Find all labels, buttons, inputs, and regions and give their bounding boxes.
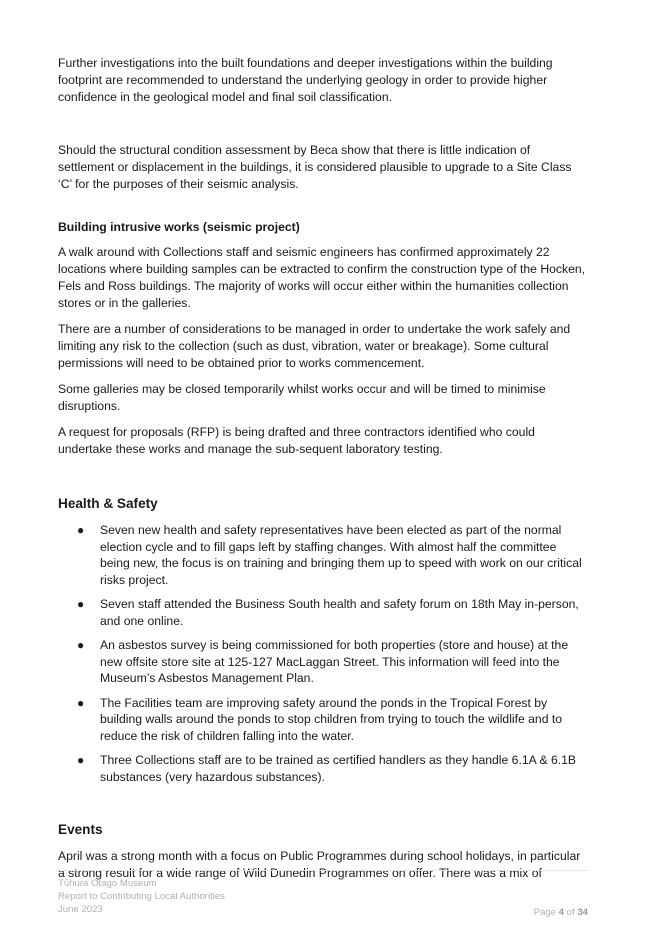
- bullet-icon: ●: [77, 523, 85, 537]
- list-item: ● Three Collections staff are to be trained as certified handlers as they handle 6.1A & 6.1B substances (very hazardous substances).: [77, 753, 577, 784]
- page-content: [58, 55, 588, 882]
- list-item: ● An asbestos survey is being commissioned for both properties (store and house) at the new offsite store site at 125-127 MacLaggan Street. This information will feed into the Museum’s Asbestos Management Plan.: [77, 638, 569, 685]
- page-footer: [58, 870, 588, 916]
- section-heading-health-safety: Health & Safety: [58, 496, 158, 511]
- bullet-icon: ●: [77, 597, 85, 611]
- bullet-icon: ●: [77, 638, 85, 652]
- list-item: ● Seven new health and safety representatives have been elected as part of the normal election cycle and to fill gaps left by staffing changes. With almost half the committee being new, the focus is on training and bringing them up to speed with work on our critical risks project.: [77, 523, 582, 587]
- paragraph-further-investigations: Further investigations into the built foundations and deeper investigations within the building footprint are recommended to understand the underlying geology in order to provide higher confidence in the geological model and final soil classification.: [58, 56, 553, 104]
- paragraph-walk-around: A walk around with Collections staff and seismic engineers has confirmed approximately 22 locations where building samples can be extracted to confirm the construction type of the Hocken, Fels and Ross buildings. The majority of works will occur either within the humanities collection stores or in the galleries.: [58, 245, 586, 310]
- bullet-icon: ●: [77, 753, 85, 767]
- paragraph-considerations: There are a number of considerations to be managed in order to undertake the work safely and limiting any risk to the collection (such as dust, vibration, water or breakage). Some cultural permissions will need to be obtained prior to works commencement.: [58, 322, 571, 370]
- list-item: ● The Facilities team are improving safety around the ponds in the Tropical Forest by building walls around the ponds to stop children from trying to touch the wildlife and to reduce the risk of children falling into the water.: [77, 695, 563, 743]
- page-number: Page 4 of 34: [533, 907, 588, 918]
- section-heading-events: Events: [58, 822, 103, 837]
- footer-organisation: Tūhura Otago Museum: [58, 878, 157, 889]
- list-item: ● Seven staff attended the Business South health and safety forum on 18th May in-person, and one online.: [77, 597, 579, 628]
- paragraph-events: April was a strong month with a focus on Public Programmes during school holidays, in particular a strong result for a wide range of Wild Dunedin Programmes on offer. There was a mix of: [58, 849, 581, 880]
- section-heading-intrusive-works: Building intrusive works (seismic project): [58, 220, 300, 234]
- paragraph-structural-assessment: Should the structural condition assessment by Beca show that there is little indication of settlement or displacement in the buildings, it is considered plausible to upgrade to a Site Class ‘C’ for the purposes of their seismic analysis.: [58, 143, 572, 191]
- bullet-icon: ●: [77, 695, 85, 710]
- health-safety-list: [58, 522, 588, 785]
- footer-date: June 2023: [58, 904, 103, 915]
- paragraph-rfp: A request for proposals (RFP) is being drafted and three contractors identified who could undertake these works and manage the sub-sequent laboratory testing.: [58, 425, 535, 456]
- paragraph-galleries-closed: Some galleries may be closed temporarily whilst works occur and will be timed to minimise disruptions.: [58, 382, 546, 413]
- footer-report-title: Report to Contributing Local Authorities: [58, 891, 225, 902]
